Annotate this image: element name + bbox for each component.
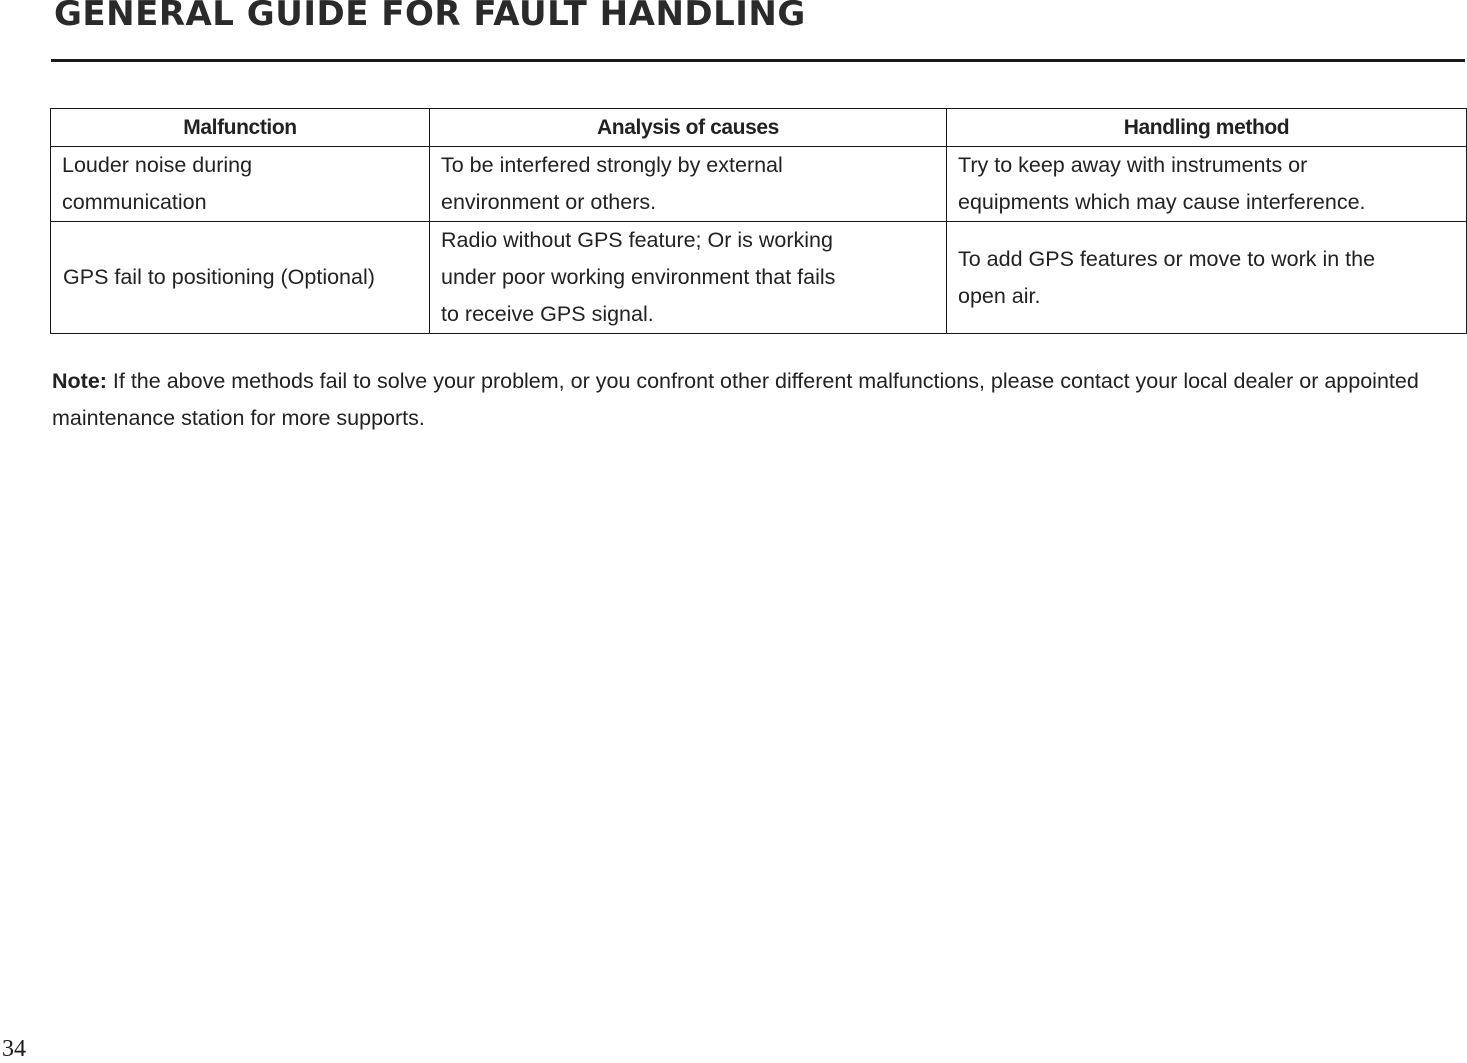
title-divider (51, 59, 1465, 62)
handling-cell: To add GPS features or move to work in the open air. (947, 222, 1467, 334)
handling-cell: Try to keep away with instruments or equipments which may cause interference. (947, 147, 1467, 222)
note-text: If the above methods fail to solve your problem, or you confront other different malfunctions, please contact your local dealer or appointed maintenance station for more supports. (52, 369, 1419, 430)
table-row (51, 222, 1467, 334)
page-title: GENERAL GUIDE FOR FAULT HANDLING (54, 0, 806, 34)
header-handling-method: Handling method (947, 109, 1467, 147)
cause-cell: Radio without GPS feature; Or is working under poor working environment that fails to receive GPS signal. (430, 222, 947, 334)
table-header-row (51, 109, 1467, 147)
cause-cell: To be interfered strongly by external environment or others. (430, 147, 947, 222)
note-paragraph (52, 363, 1467, 437)
fault-handling-table (50, 108, 1467, 334)
page-number: 34 (2, 1036, 26, 1062)
header-malfunction: Malfunction (51, 109, 430, 147)
table-row (51, 147, 1467, 222)
note-label: Note: (52, 369, 107, 393)
header-analysis-of-causes: Analysis of causes (430, 109, 947, 147)
malfunction-cell: Louder noise during communication (51, 147, 430, 222)
malfunction-cell: GPS fail to positioning (Optional) (51, 222, 430, 334)
